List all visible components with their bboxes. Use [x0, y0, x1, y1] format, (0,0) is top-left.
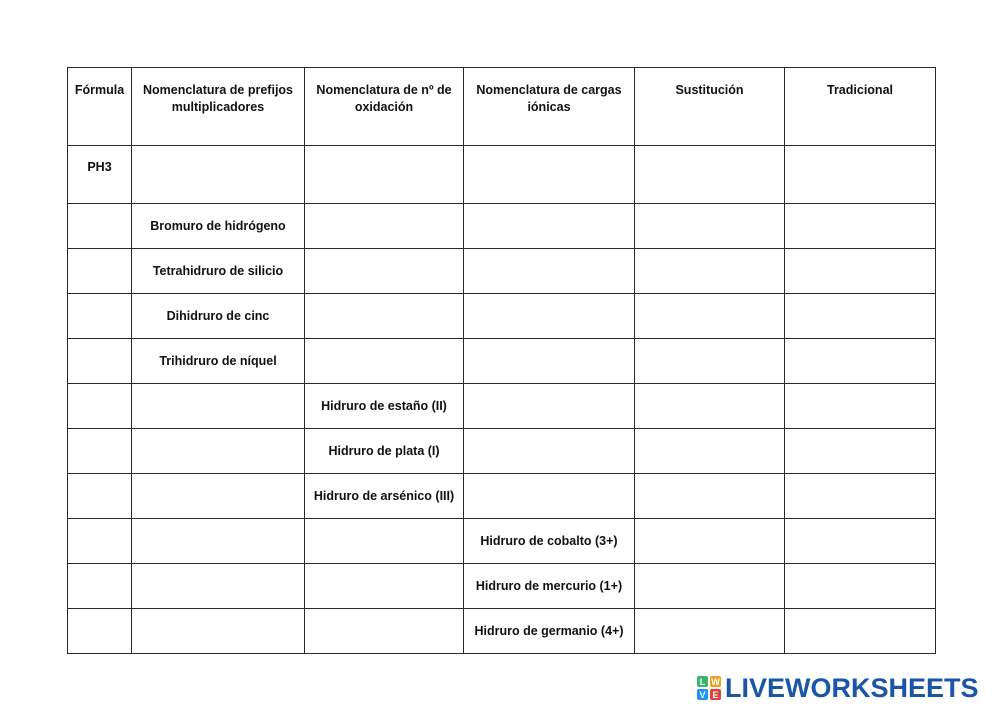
answer-cell[interactable] — [68, 249, 132, 294]
table-row — [68, 339, 936, 384]
answer-cell[interactable] — [68, 294, 132, 339]
given-name-cell: PH3 — [68, 146, 132, 204]
given-name-cell: Hidruro de estaño (II) — [305, 384, 464, 429]
answer-cell[interactable] — [68, 429, 132, 474]
answer-cell[interactable] — [132, 384, 305, 429]
given-name-cell: Hidruro de arsénico (III) — [305, 474, 464, 519]
answer-cell[interactable] — [635, 249, 785, 294]
answer-cell[interactable] — [785, 474, 936, 519]
answer-cell[interactable] — [785, 249, 936, 294]
answer-cell[interactable] — [68, 384, 132, 429]
answer-cell[interactable] — [464, 146, 635, 204]
column-header: Fórmula — [68, 68, 132, 146]
given-name-cell: Dihidruro de cinc — [132, 294, 305, 339]
table-row — [68, 204, 936, 249]
given-name-cell: Trihidruro de níquel — [132, 339, 305, 384]
given-name-cell: Hidruro de mercurio (1+) — [464, 564, 635, 609]
answer-cell[interactable] — [132, 564, 305, 609]
answer-cell[interactable] — [785, 564, 936, 609]
answer-cell[interactable] — [132, 519, 305, 564]
column-header: Nomenclatura de prefijos multiplicadores — [132, 68, 305, 146]
answer-cell[interactable] — [635, 609, 785, 654]
answer-cell[interactable] — [68, 564, 132, 609]
logo-square: E — [710, 689, 721, 700]
answer-cell[interactable] — [635, 204, 785, 249]
column-header: Nomenclatura de cargas iónicas — [464, 68, 635, 146]
table-row — [68, 429, 936, 474]
answer-cell[interactable] — [785, 384, 936, 429]
table-body — [68, 146, 936, 654]
answer-cell[interactable] — [785, 429, 936, 474]
worksheet-table — [67, 67, 936, 654]
answer-cell[interactable] — [305, 146, 464, 204]
answer-cell[interactable] — [785, 294, 936, 339]
answer-cell[interactable] — [635, 564, 785, 609]
answer-cell[interactable] — [305, 609, 464, 654]
answer-cell[interactable] — [132, 474, 305, 519]
table-row — [68, 609, 936, 654]
answer-cell[interactable] — [68, 519, 132, 564]
answer-cell[interactable] — [305, 249, 464, 294]
answer-cell[interactable] — [305, 564, 464, 609]
answer-cell[interactable] — [132, 429, 305, 474]
column-header: Nomenclatura de nº de oxidación — [305, 68, 464, 146]
liveworksheets-logo — [697, 673, 979, 703]
answer-cell[interactable] — [635, 146, 785, 204]
answer-cell[interactable] — [305, 204, 464, 249]
logo-square: L — [697, 676, 708, 687]
given-name-cell: Tetrahidruro de silicio — [132, 249, 305, 294]
answer-cell[interactable] — [785, 339, 936, 384]
answer-cell[interactable] — [635, 474, 785, 519]
given-name-cell: Hidruro de germanio (4+) — [464, 609, 635, 654]
answer-cell[interactable] — [464, 429, 635, 474]
column-header: Sustitución — [635, 68, 785, 146]
logo-square: W — [711, 676, 720, 687]
given-name-cell: Bromuro de hidrógeno — [132, 204, 305, 249]
answer-cell[interactable] — [305, 339, 464, 384]
given-name-cell: Hidruro de cobalto (3+) — [464, 519, 635, 564]
logo-text: LIVEWORKSHEETS — [725, 672, 979, 703]
answer-cell[interactable] — [785, 146, 936, 204]
answer-cell[interactable] — [464, 249, 635, 294]
answer-cell[interactable] — [132, 146, 305, 204]
answer-cell[interactable] — [305, 294, 464, 339]
logo-mark-icon — [697, 676, 721, 700]
header-row — [68, 68, 936, 146]
answer-cell[interactable] — [68, 204, 132, 249]
answer-cell[interactable] — [635, 384, 785, 429]
answer-cell[interactable] — [464, 474, 635, 519]
answer-cell[interactable] — [635, 294, 785, 339]
answer-cell[interactable] — [635, 519, 785, 564]
column-header: Tradicional — [785, 68, 936, 146]
answer-cell[interactable] — [785, 204, 936, 249]
answer-cell[interactable] — [132, 609, 305, 654]
answer-cell[interactable] — [464, 339, 635, 384]
answer-cell[interactable] — [305, 519, 464, 564]
table-row — [68, 519, 936, 564]
answer-cell[interactable] — [635, 339, 785, 384]
table-row — [68, 249, 936, 294]
table-row — [68, 146, 936, 204]
answer-cell[interactable] — [68, 339, 132, 384]
answer-cell[interactable] — [464, 204, 635, 249]
answer-cell[interactable] — [785, 609, 936, 654]
logo-square: V — [697, 689, 708, 700]
table-row — [68, 384, 936, 429]
answer-cell[interactable] — [785, 519, 936, 564]
table-row — [68, 474, 936, 519]
given-name-cell: Hidruro de plata (I) — [305, 429, 464, 474]
table-row — [68, 294, 936, 339]
table-row — [68, 564, 936, 609]
answer-cell[interactable] — [68, 609, 132, 654]
answer-cell[interactable] — [464, 294, 635, 339]
answer-cell[interactable] — [464, 384, 635, 429]
answer-cell[interactable] — [635, 429, 785, 474]
answer-cell[interactable] — [68, 474, 132, 519]
